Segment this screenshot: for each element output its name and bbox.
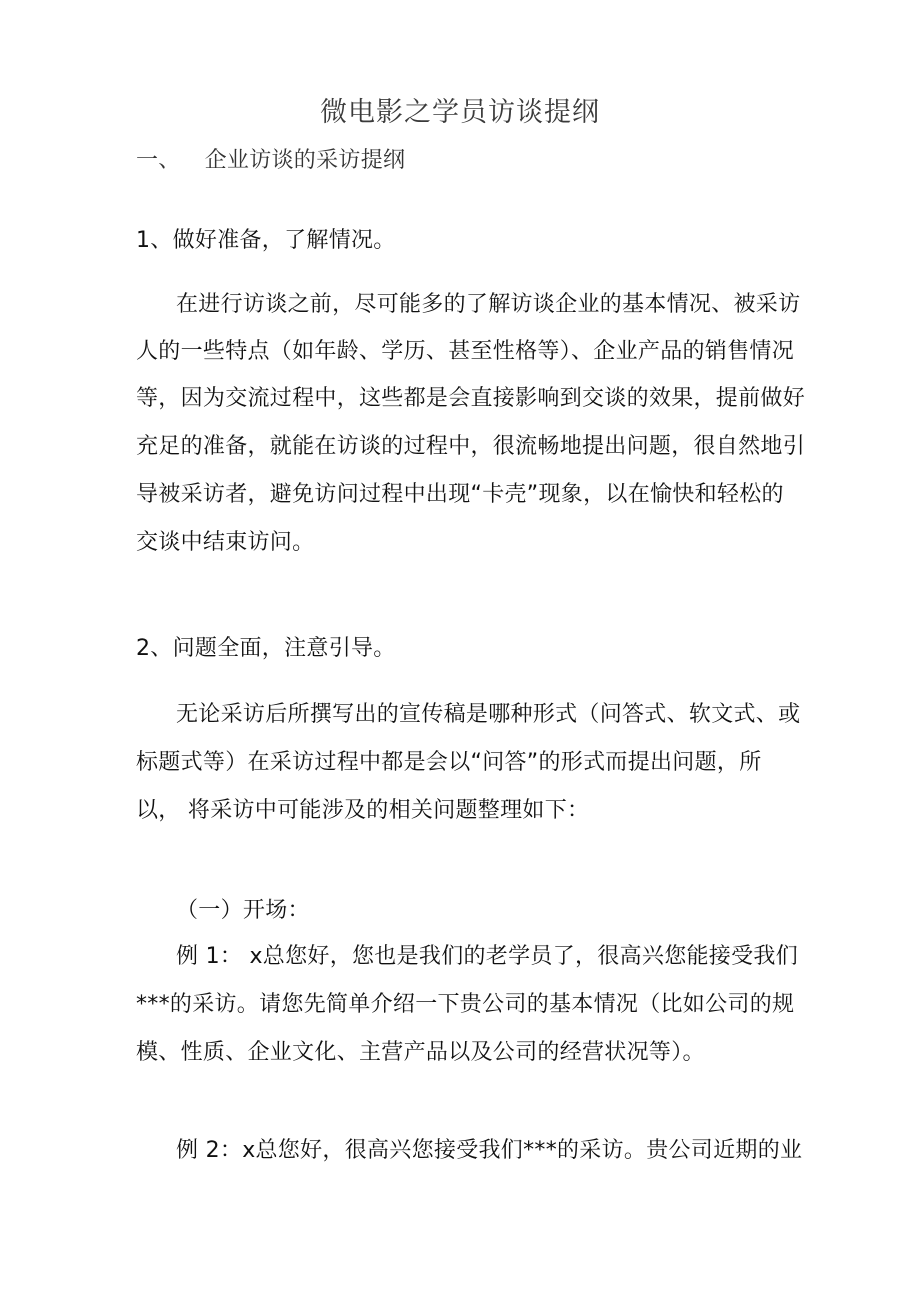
item1-paragraph-line: 充足的准备，就能在访谈的过程中，很流畅地提出问题，很自然地引 [136, 434, 806, 459]
opening-heading: （一）开场： [176, 898, 310, 923]
item1-paragraph-line: 在进行访谈之前，尽可能多的了解访谈企业的基本情况、被采访 [176, 292, 801, 317]
section-number: 一、 [136, 148, 181, 173]
item2-paragraph-line: 标题式等）在采访过程中都是会以“问答”的形式而提出问题，所 [136, 750, 762, 775]
item2-paragraph-line: 以， 将采访中可能涉及的相关问题整理如下： [136, 798, 590, 823]
example2-line: 例 2：x总您好，很高兴您接受我们***的采访。贵公司近期的业 [176, 1138, 803, 1163]
item2-paragraph-line: 无论采访后所撰写出的宣传稿是哪种形式（问答式、软文式、或 [176, 702, 801, 727]
item1-heading: 1、做好准备，了解情况。 [136, 228, 396, 253]
example1-line: ***的采访。请您先简单介绍一下贵公司的基本情况（比如公司的规 [136, 992, 795, 1017]
section-heading [136, 146, 405, 176]
item1-paragraph-line: 导被采访者，避免访问过程中出现“卡壳”现象，以在愉快和轻松的 [136, 482, 784, 507]
item1-paragraph-line: 交谈中结束访问。 [136, 530, 315, 555]
item2-heading: 2、问题全面，注意引导。 [136, 636, 396, 661]
example1-line: 模、性质、企业文化、主营产品以及公司的经营状况等）。 [136, 1040, 705, 1065]
document-title: 微电影之学员访谈提纲 [320, 97, 600, 128]
item1-paragraph-line: 人的一些特点（如年龄、学历、甚至性格等）、企业产品的销售情况 [136, 339, 795, 364]
example1-line: 例 1： x总您好，您也是我们的老学员了，很高兴您能接受我们 [176, 944, 799, 969]
item1-paragraph-line: 等，因为交流过程中，这些都是会直接影响到交谈的效果，提前做好 [136, 386, 806, 411]
section-heading-text: 企业访谈的采访提纲 [204, 148, 406, 173]
